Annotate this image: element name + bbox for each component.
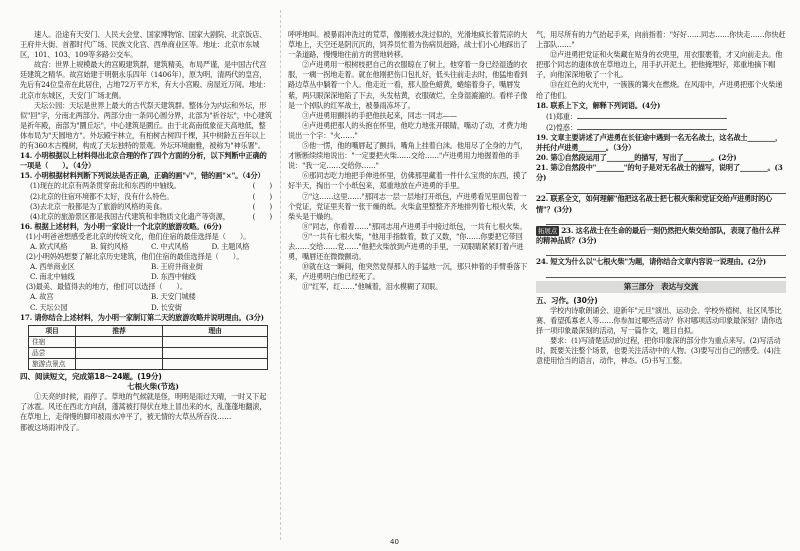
q15-item-1: (1)现在的北京有两条贯穿南北和东西的中轴线。 ( ) [30, 181, 272, 191]
page-number: 40 [390, 538, 399, 546]
table-row: 旅游点景点 [29, 359, 268, 370]
table-cell-input[interactable] [163, 347, 268, 358]
story-title: 七根火柴(节选) [127, 382, 179, 392]
q16-sub3-options [20, 292, 272, 302]
travel-plan-table [28, 325, 268, 370]
option[interactable]: B. 天安门城楼 [151, 292, 196, 302]
expansion-tag: 拓展点 [538, 226, 558, 235]
question-22: 22. 联系全文，如何理解"他把这名战士把七根火柴和党证交给卢进勇时的心情"？(3分) [536, 194, 773, 214]
essay-prompt: 学校内诗歌朗诵会、迎新年"元旦"演出、运动会、学校外植树、社区风筝比赛、看望孤寡老人等……你参加过哪些活动？你对哪项活动印象最深刻？请你选择一项印象最深刻的活动，写一篇作文，题目自拟。 [536, 305, 783, 335]
table-row: 住宿 [29, 336, 268, 347]
intro-paragraph-1: 速人。沿途有天安门、人民大会堂、国家博物馆、国家大剧院、北京饭店、王府井大街、首都时代广场、民族文化宫、西单商业区等。地址：北京市东城区，101、103、109等多路公交车。 [20, 30, 267, 60]
story-paragraph: ⑤他一愣，他的嘴唇起了颤抖，嘴角上挂着白沫。他用尽了全身的力气，才断断续续地说出："一定要把火柴……交给……"卢进勇用力地握着他的手说："我一定……交给你……" [288, 141, 528, 171]
question-20: 20. 第①自然段运用了________的描写，写出了________。(2分) [536, 153, 737, 163]
question-23: 23. 这名战士在生命的最后一刻仍然把火柴交给部队，表现了他什么样的精神品质？(3分) [536, 225, 780, 245]
question-18: 18. 联系上下文，解释下列词语。(4分) [536, 100, 661, 110]
q15-item-4: (4)北京的旅游景区都是我国古代建筑和非物质文化遗产等资源， ( ) [30, 211, 272, 221]
story-paragraph: ⑩就在这一瞬间，他突然觉得那人的手猛地一沉，那只伸着的手臂垂落下来，卢进勇明白他已经死了。 [288, 262, 528, 282]
story-paragraph: 呼呼地叫。被暴雨冲洗过的荒草，像刚被水洗过似的，光滑地疯长着荒凉的大草地上，天空还是阴沉沉的，饲养员忙着为伤病员赶路，战士们小心地踩出了一条道路，慢慢地往前方的营地转移。 [288, 30, 528, 60]
option[interactable]: A. 欧式风格 [30, 241, 68, 251]
answer-blank[interactable] [577, 111, 727, 119]
part-3-banner: 第三部分 表达与交流 [536, 281, 786, 293]
table-cell-input[interactable] [163, 336, 268, 347]
option[interactable]: B. 王府井商业街 [151, 262, 203, 272]
story-paragraph: 气，用尽所有的力气抬起手来，向前指着："好好……同志……你快走……你快赶上部队……" [536, 30, 786, 50]
question-16: 16. 根据上述材料，为小明一家设计一个北京的旅游攻略。(6分) [20, 221, 222, 231]
story-paragraph: ⑨"一共有七根火柴，"他用手指数着，数了又数，"你……你要把它带回去……交给……党……"他把火柴放到卢进勇的手里，一双眼睛紧紧盯着卢进勇，嘴唇还在微微颤动。 [288, 231, 524, 262]
story-paragraph: ⑥那同志吃力地把手伸进怀里，仿佛那里藏着一件什么宝贵的东西，摸了好半天，掏出一个小纸包来，郑重地放在卢进勇的手里。 [288, 171, 528, 191]
answer-line[interactable] [546, 215, 786, 225]
answer-line[interactable] [546, 183, 786, 193]
story-paragraph: ④卢进勇把那人的头抱在怀里，他吃力地张开眼睛，嘴动了动，才费力地说出一个字："火……" [288, 120, 528, 140]
q16-sub2-options-row2 [20, 272, 272, 282]
question-14: 14. 小明根据以上材料得出北京合理的作了四个方面的分析，以下判断中正确的一项是（ ）。（4分） [20, 151, 267, 171]
intro-paragraph-2: 故宫：世界上规模最大的宫殿建筑群，建筑精美，布局严谨，是中国古代宫廷建筑之精华。故宫始建于明朝永乐四年（1406年），原为明、清两代的皇宫，先后有24位皇帝在此居住，占地72万平方米，有大小宫殿、房屋近万间。地址：北京市东城区，天安门广场北侧。 [20, 60, 270, 100]
table-cell-input[interactable] [163, 359, 268, 370]
table-header: 推荐 [76, 325, 163, 336]
question-21: 21. 第②自然段中"________"的句子是对无名战士的描写，说明了________。(3分) [536, 163, 783, 183]
option[interactable]: C. 中式风格 [151, 241, 189, 251]
q16-sub-1: (1)小明爸爸想感受老北京的传统文化，他们住宿的最佳选择是（ ）。 [26, 231, 251, 241]
q15-item-3: (3)去北京一般都是为了旅游的风格的美食。 ( ) [30, 201, 272, 211]
story-paragraph: ⑧"同志，你看着……"那同志用卢进勇手中接过纸包，一共有七根火柴。 [302, 221, 527, 231]
section-5-title: 五、习作。(30分) [536, 295, 598, 305]
question-19: 19. 文章主要讲述了卢进勇在长征途中遇到一名无名战士，这名战士________，并托付卢进勇________。（3分） [536, 132, 783, 153]
story-paragraph: ⑪"红军，红……"他喊着，泪水模糊了双眼。 [302, 282, 443, 292]
column-right [536, 30, 786, 366]
table-row: 品尝 [29, 347, 268, 358]
option[interactable]: D. 长安街 [151, 302, 182, 312]
essay-requirements: 要求：(1)写清楚活动的过程，把你印象深的部分作为重点来写。(2)写活动时，既要关注整个场景，也要关注活动中的人物。(3)要写出自己的感受。(4)注意使用恰当的语言，动作，神态。(5)书写工整。 [536, 335, 781, 366]
answer-line[interactable] [546, 246, 786, 256]
column-divider [280, 10, 281, 540]
q16-sub2-options [20, 262, 272, 272]
table-header: 项目 [29, 325, 76, 336]
story-paragraph-1b: 都被这场雨冲没了。 [20, 422, 84, 432]
intro-paragraph-3: 天坛公园：天坛是世界上最大的古代祭天建筑群。整体分为内坛和外坛，形似"回"字，分南北两部分。两部分由一条同心圆分界，北部为"祈谷坛"，中心建筑是祈年殿，南部为"圜丘坛"，中心建筑是圜丘。由于北高南低象征天高地低，整体布局为"天圆地方"。外坛殿宇林立，有柏树古树四千棵，其中树龄五百年以上的有360木古槐树，构成了天坛独特的景观。外坛环境幽雅，被称为"神乐署"。 [20, 100, 272, 151]
column-middle [288, 30, 528, 292]
question-15: 15. 小明根据材料判断下列说法是否正确，正确的画"√"，错的画"×"。（4分） [20, 171, 265, 181]
story-paragraph: ②卢进勇用一根树枝把自己的衣服晾在了树上，他穿着一身已经湿透的衣服，一瘸一拐地走着。就在他刚把伤口包扎好，低头往前走去时，他猛地看到路边草丛中躺着一个人。他走近一看，那人脸色蜡黄，蜷缩着身子，嘴唇发紫，两只眼深深地陷了下去，头发枯黄，衣服破烂，全身湿漉漉的。看样子像是一个掉队的红军战士，被暴雨冻坏了。 [288, 60, 528, 110]
option[interactable]: D. 主题风格 [211, 241, 250, 251]
q16-sub-2: (2)小明妈妈想要了解北京历史建筑，他们住宿的最佳选择是（ ）。 [26, 252, 244, 262]
answer-line[interactable] [546, 267, 786, 277]
option[interactable]: A. 故宫 [30, 292, 54, 302]
question-17: 17. 请你结合上述材料，为小明一家制订第二天的旅游攻略并说明理由。(3分) [20, 312, 264, 322]
q16-sub1-options [20, 242, 272, 252]
story-paragraph-1: ①天亮的时候，雨停了。草地的气候就是怪，明明是雨过天晴，一时又下起了冰雹。风还在西北方向刮，蓬蒿被打得伏在地上冒出来的水，乱蓬蓬地翻滚，在草地上，走得慢的脚印被雨水冲平了，被无情的大草丛所吞没…… [20, 392, 267, 422]
q18-item-1: (1)郑重： [536, 111, 786, 122]
story-paragraph: ⑬在红色的火光中，一簇簇的篝火在燃烧。在风雨中，卢进勇把那个火柴递给了他们。 [536, 80, 783, 100]
story-paragraph: ③卢进勇用颤抖的手把他扶起来，同志一同志—— [302, 110, 457, 120]
table-cell-input[interactable] [76, 347, 163, 358]
q16-sub3-options-row2 [20, 303, 272, 313]
option[interactable]: D. 东西中轴线 [151, 272, 196, 282]
option[interactable]: B. 简约风格 [90, 241, 129, 251]
question-24: 24. 短文为什么以"七根火柴"为题，请你结合文章内容说一说理由。(2分) [536, 257, 767, 267]
q15-item-2: (2)北京的住宿环境都不太好，没有什么特色。 ( ) [30, 191, 272, 201]
table-cell-input[interactable] [76, 336, 163, 347]
option[interactable]: C. 南北中轴线 [30, 272, 75, 282]
question-23-block [536, 226, 786, 246]
story-paragraph: ⑦"这……这里……"那同志一层一层地打开纸包，卢进勇看见里面包着一个党证，党证里夹着一张干燥的纸。火柴盒里整整齐齐地排列着七根火柴，火柴头是干燥的。 [288, 191, 528, 221]
answer-blank[interactable] [577, 122, 727, 130]
option[interactable]: C. 天坛公园 [30, 302, 68, 312]
option[interactable]: A. 西单商业区 [30, 262, 75, 272]
column-left [20, 30, 272, 433]
story-paragraph: ⑫卢进勇把党证和火柴藏在贴身的衣兜里，用衣服裹着，才又向前走去。他把那个同志的遗体放在草地边上，用手扒开泥土，把他掩埋好，郑重地摘下帽子，向他深深地敬了一个礼。 [536, 50, 783, 80]
table-header: 理由 [163, 325, 268, 336]
section-4-title: 四、阅读短文，完成第18～24题。(19分) [20, 372, 162, 382]
q16-sub-3: (3)最美、最值得去的地方，他们可以选择（ ）。 [26, 282, 187, 292]
table-cell-input[interactable] [76, 359, 163, 370]
q18-item-2: (2)惶惑： [536, 122, 786, 133]
